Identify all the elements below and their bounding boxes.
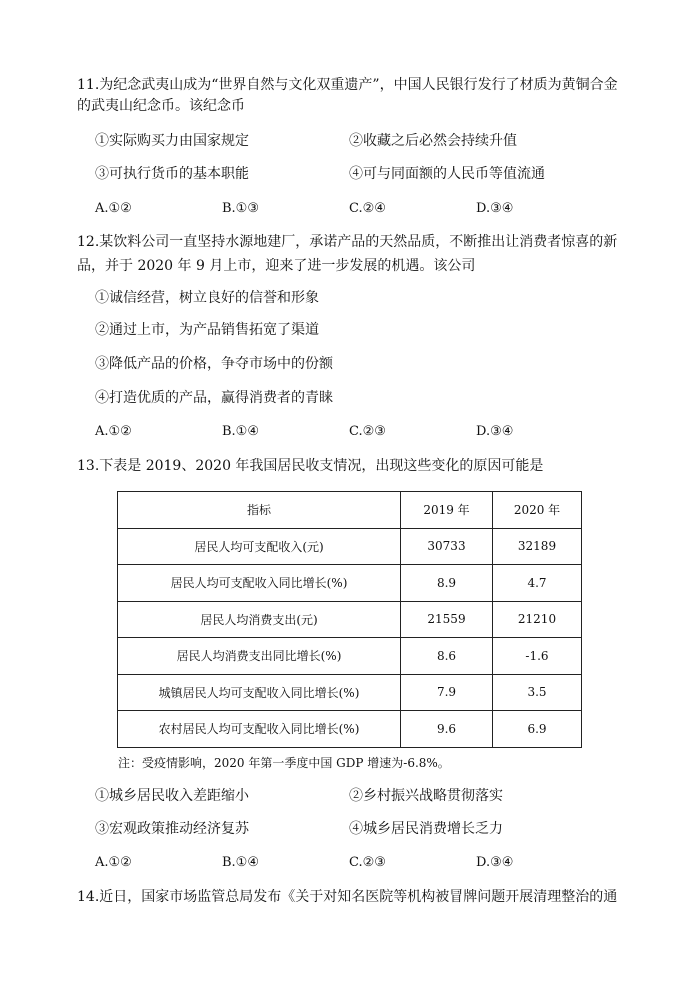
q13-option-1: ①城乡居民收入差距缩小 [95, 788, 249, 804]
table-cell: 32189 [493, 528, 582, 565]
table-row [118, 601, 582, 638]
q11-option-4: ④可与同面额的人民币等值流通 [349, 166, 545, 182]
q11-option-3: ③可执行货币的基本职能 [95, 166, 249, 182]
q13-option-3: ③宏观政策推动经济复苏 [95, 821, 249, 837]
table-cell: 21210 [493, 601, 582, 638]
table-cell: 8.9 [401, 565, 493, 602]
q12-answer-a: A.①② [95, 424, 132, 439]
table-cell: 4.7 [493, 565, 582, 602]
q11-answer-c: C.②④ [349, 201, 386, 216]
table-header-row [118, 492, 582, 529]
table-row [118, 711, 582, 748]
table-cell: 30733 [401, 528, 493, 565]
q12-option-2: ②通过上市，为产品销售拓宽了渠道 [95, 322, 319, 338]
table-row [118, 565, 582, 602]
table-row [118, 674, 582, 711]
table-cell: 农村居民人均可支配收入同比增长(%) [118, 711, 401, 748]
q12-stem-line2: 品，并于 2020 年 9 月上市，迎来了进一步发展的机遇。该公司 [77, 258, 476, 274]
table-cell: 城镇居民人均可支配收入同比增长(%) [118, 674, 401, 711]
q12-stem-line1: 12.某饮料公司一直坚持水源地建厂，承诺产品的天然品质，不断推出让消费者惊喜的新 [77, 234, 618, 250]
table-header-cell: 2019 年 [401, 492, 493, 529]
q12-answer-b: B.①④ [222, 424, 259, 439]
table-cell: 3.5 [493, 674, 582, 711]
table-cell: 居民人均可支配收入(元) [118, 528, 401, 565]
table-header-cell: 指标 [118, 492, 401, 529]
table-cell: 9.6 [401, 711, 493, 748]
q13-option-4: ④城乡居民消费增长乏力 [349, 821, 503, 837]
q12-option-3: ③降低产品的价格，争夺市场中的份额 [95, 356, 333, 372]
income-expenditure-table [117, 491, 582, 748]
table-cell: 8.6 [401, 638, 493, 675]
q13-answer-d: D.③④ [476, 855, 514, 870]
q11-answer-a: A.①② [95, 201, 132, 216]
table-note: 注：受疫情影响，2020 年第一季度中国 GDP 增速为-6.8%。 [118, 756, 450, 770]
q14-stem-line1: 14.近日，国家市场监管总局发布《关于对知名医院等机构被冒牌问题开展清理整治的通 [77, 889, 618, 905]
table-header-cell: 2020 年 [493, 492, 582, 529]
q11-answer-d: D.③④ [476, 201, 514, 216]
q12-answer-d: D.③④ [476, 424, 514, 439]
q11-stem-line2: 的武夷山纪念币。该纪念币 [77, 98, 245, 114]
q13-answer-c: C.②③ [349, 855, 386, 870]
table-row [118, 638, 582, 675]
q11-stem-line1: 11.为纪念武夷山成为“世界自然与文化双重遗产”，中国人民银行发行了材质为黄铜合金 [77, 77, 618, 93]
q13-answer-b: B.①④ [222, 855, 259, 870]
table-cell: 居民人均消费支出同比增长(%) [118, 638, 401, 675]
q12-option-1: ①诚信经营，树立良好的信誉和形象 [95, 290, 319, 306]
q12-option-4: ④打造优质的产品，赢得消费者的青睐 [95, 390, 333, 406]
table-cell: 7.9 [401, 674, 493, 711]
q13-answer-a: A.①② [95, 855, 132, 870]
table-cell: 6.9 [493, 711, 582, 748]
table-cell: -1.6 [493, 638, 582, 675]
q11-option-2: ②收藏之后必然会持续升值 [349, 133, 517, 149]
table-row [118, 528, 582, 565]
q13-option-2: ②乡村振兴战略贯彻落实 [349, 788, 503, 804]
table-cell: 居民人均消费支出(元) [118, 601, 401, 638]
q11-answer-b: B.①③ [222, 201, 259, 216]
q13-stem-line1: 13.下表是 2019、2020 年我国居民收支情况，出现这些变化的原因可能是 [77, 458, 544, 474]
q11-option-1: ①实际购买力由国家规定 [95, 133, 249, 149]
table-cell: 21559 [401, 601, 493, 638]
q12-answer-c: C.②③ [349, 424, 386, 439]
table-cell: 居民人均可支配收入同比增长(%) [118, 565, 401, 602]
